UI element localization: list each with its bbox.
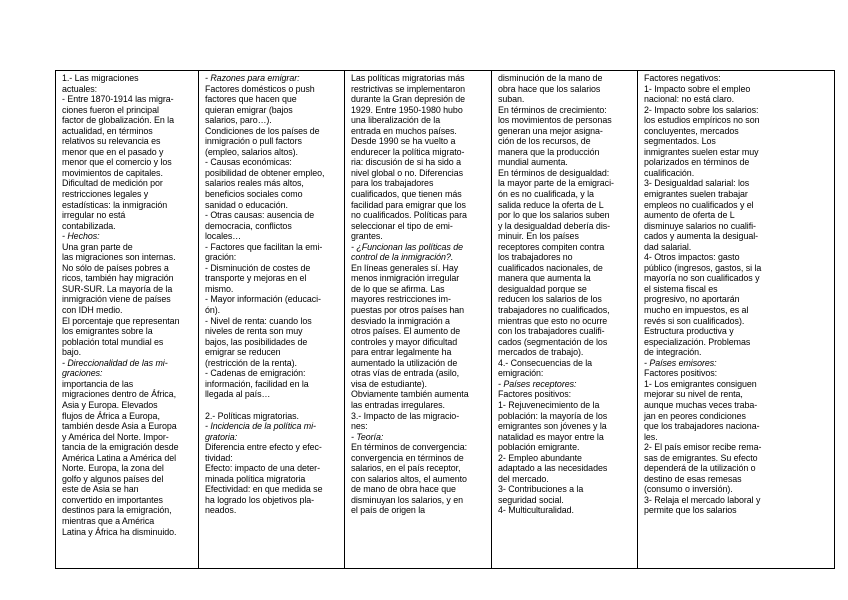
- column-3-paragraph: En líneas generales sí. Hay menos inmigración irregular de lo que se afirma. Las mayores restricciones im- puestas por otros países han desviado la inmigración a otros países. El aumento de controles y mayor dificultad para entrar legalmente ha aumentado la utilización de otras vías de entrada (asilo, visa de estudiante). Obviamente también aumenta las entradas irregulares. 3.- Impacto de las migracio- nes:: [351, 262, 469, 432]
- column-cell-2: [199, 71, 345, 569]
- column-3-paragraph: - ¿Funcionan las políticas de control de la inmigración?.: [351, 241, 464, 263]
- column-1-paragraph: Una gran parte de las migraciones son internas. No sólo de países pobres a ricos, también hay migración SUR-SUR. La mayoría de la inmigración viene de países con IDH medio. El porcentaje que representan los emigrantes sobre la población total mundial es bajo.: [62, 241, 180, 358]
- column-2-paragraph: Factores domésticos o push factores que hacen que quieran emigrar (bajos salarios, paro…). Condiciones de los países de inmigración o pull factors (empleo, salarios altos). - Causas económicas: posibilidad de obtener empleo, salarios reales más altos, beneficios sociales como sanidad o educación. - Otras causas: ausencia de democracia, conflictos locales… - Factores que facilitan la emi- gración: - Disminución de costes de transporte y mejoras en el mismo. - Mayor información (educaci- ón). - Nivel de renta: cuando los niveles de renta son muy bajos, las posibilidades de emigrar se reducen (restricción de la renta). - Cadenas de emigración: información, facilidad en la llegada al país… 2.- Políticas migratorias.: [205, 83, 325, 421]
- column-1-paragraph: - Hechos:: [62, 231, 100, 242]
- column-3-paragraph: En términos de convergencia: convergencia en términos de salarios, en el país receptor, con salarios altos, el aumento de mano de obra hace que disminuyan los salarios, y en el país de origen la: [351, 442, 468, 516]
- column-2-paragraph: Diferencia entre efecto y efec- tividad: Efecto: impacto de una deter- minada política migratoria Efectividad: en que medida se ha logrado los objetivos pla- neados.: [205, 442, 323, 516]
- notes-table: [55, 70, 835, 569]
- column-5-paragraph: Factores negativos: 1- Impacto sobre el empleo nacional: no está claro. 2- Impacto sobre los salarios: los estudios empíricos no son concluyentes, mercados segmentados. Los inmigrantes suelen estar muy polarizados en términos de cualificación. 3- Desigualdad salarial: los emigrantes suelen trabajar empleos no cualificados y el aumento de oferta de L disminuye salarios no cualifi- cados y aumenta la desigual- dad salarial. 4- Otros impactos: gasto público (ingresos, gastos, si la mayoría no son cualificados y el sistema fiscal es progresivo, no aportarán mucho en impuestos, es al revés si son cualificados). Estructura productiva y especialización. Problemas de integración.: [644, 73, 762, 358]
- column-cell-3: [345, 71, 492, 569]
- column-2-paragraph: - Incidencia de la política mi- gratoria:: [205, 421, 316, 442]
- column-1-paragraph: importancia de las migraciones dentro de África, Asia y Europa. Elevados flujos de África a Europa, también desde Asia a Europa y América del Norte. Impor- tancia de la emigración desde América Latina a América del Norte. Europa, la zona del golfo y algunos países del este de Asia se han convertido en importantes destinos para la emigración, mientras que a América Latina y África ha disminuido.: [62, 378, 179, 537]
- column-3-paragraph: Las políticas migratorias más restrictivas se implementaron durante la Gran depresión de 1929. Entre 1950-1980 hubo una liberalización de la entrada en muchos países. Desde 1990 se ha vuelto a endurecer la política migrato- ria: discusión de si ha sido a nivel global o no. Diferencias para los trabajadores cualificados, que tienen más facilidad para emigrar que los no cualificados. Políticas para seleccionar el tipo de emi- grantes.: [351, 73, 467, 242]
- column-2-paragraph: - Razones para emigrar:: [205, 73, 300, 83]
- table-row: [56, 71, 835, 569]
- column-cell-1: [56, 71, 199, 569]
- column-4-paragraph: - Países receptores:: [498, 378, 577, 389]
- column-4-paragraph: Factores positivos: 1- Rejuvenecimiento de la población: la mayoría de los emigrantes son jóvenes y la natalidad es mayor entre la población emigrante. 2- Empleo abundante adaptado a las necesidades del mercado. 3- Contribuciones a la seguridad social. 4- Multiculturalidad.: [498, 389, 608, 516]
- column-cell-5: [638, 71, 835, 569]
- column-1-paragraph: 1.- Las migraciones actuales:: [62, 73, 139, 94]
- column-5-paragraph: Factores positivos: 1- Los emigrantes consiguen mejorar su nivel de renta, aunque muchas veces traba- jan en peores condiciones que los trabajadores naciona- les. 2- El país emisor recibe rema- sas de emigrantes. Su efecto dependerá de la utilización o destino de esas remesas (consumo o inversión). 3- Relaja el mercado laboral y permite que los salarios: [644, 368, 762, 516]
- column-5-paragraph: - Países emisores:: [644, 357, 717, 368]
- column-1-paragraph: - Direccionalidad de las mi- graciones:: [62, 357, 168, 379]
- column-cell-4: [492, 71, 638, 569]
- column-4-paragraph: disminución de la mano de obra hace que los salarios suban. En términos de crecimiento: los movimientos de personas generan una mejor asigna- ción de los recursos, de manera que la producción mundial aumenta. En términos de desigualdad: la mayor parte de la emigraci- ón es no cualificada, y la salida reduce la oferta de L por lo que los salarios suben y la desigualdad debería dis- minuir. En los países receptores compiten contra los trabajadores no cualificados nacionales, de manera que aumenta la desigualdad porque se reducen los salarios de los trabajadores no cualificados, mientras que esto no ocurre con los trabajadores cualifi- cados (segmentación de los mercados de trabajo). 4.- Consecuencias de la emigración:: [498, 73, 614, 379]
- column-1-paragraph: - Entre 1870-1914 las migra- ciones fueron el principal factor de globalización. En la actualidad, en términos relativos su relevancia es menor que en el pasado y menor que el comercio y los movimientos de capitales. Dificultad de medición por restricciones legales y estadísticas: la inmigración irregular no está contabilizada.: [62, 94, 174, 231]
- column-3-paragraph: - Teoría:: [351, 431, 384, 442]
